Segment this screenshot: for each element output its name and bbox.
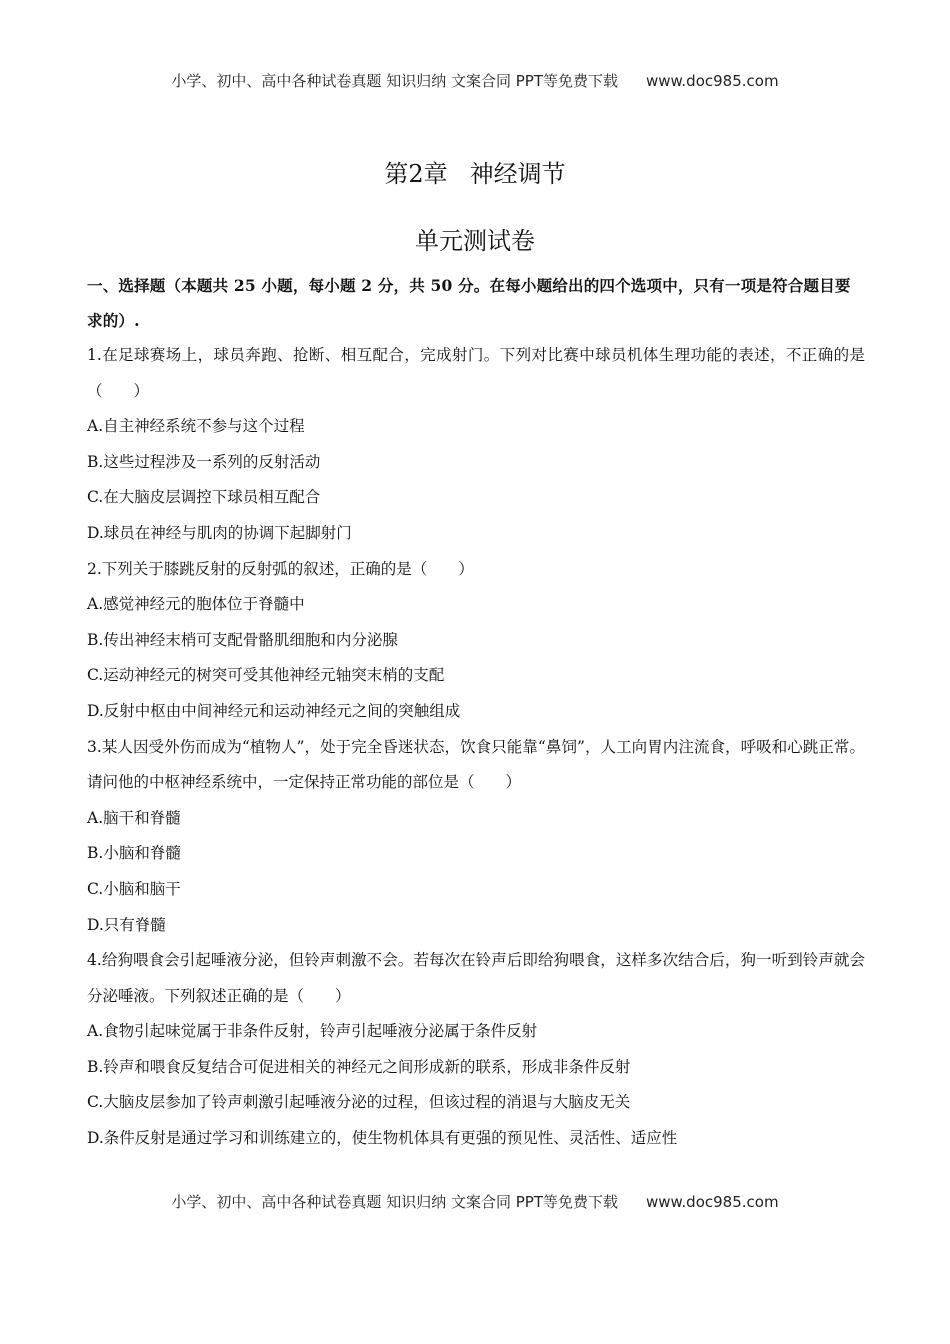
question-4: [87, 943, 865, 1157]
chapter-title: [0, 154, 950, 189]
option-b: B.铃声和喂食反复结合可促进相关的神经元之间形成新的联系，形成非条件反射: [87, 1057, 631, 1076]
option-b: B.小脑和脊髓: [87, 844, 181, 863]
chapter-name: 神经调节: [469, 160, 566, 188]
header-site-link[interactable]: www.doc985.com: [645, 72, 779, 90]
question-stem: 4.给狗喂食会引起唾液分泌，但铃声刺激不会。若每次在铃声后即给狗喂食，这样多次结合后，狗一听到铃声就会分泌唾液。下列叙述正确的是（ ）: [87, 951, 865, 1005]
footer-site-link[interactable]: www.doc985.com: [645, 1193, 779, 1211]
section-heading: 一、选择题（本题共 25 小题，每小题 2 分，共 50 分。在每小题给出的四个选项中，只有一项是符合题目要求的）.: [87, 276, 851, 330]
option-d: D.球员在神经与肌肉的协调下起脚射门: [87, 523, 352, 542]
option-d: D.条件反射是通过学习和训练建立的，使生物机体具有更强的预见性、灵活性、适应性: [87, 1129, 678, 1148]
question-stem: 3.某人因受外伤而成为“植物人”，处于完全昏迷状态，饮食只能靠“鼻饲”，人工向胃内注流食，呼吸和心跳正常。请问他的中枢神经系统中，一定保持正常功能的部位是（ ）: [87, 737, 865, 792]
footer-text: 小学、初中、高中各种试卷真题 知识归纳 文案合同 PPT等免费下载: [171, 1193, 618, 1211]
question-3: [87, 730, 865, 944]
option-c: C.小脑和脑干: [87, 879, 181, 898]
option-c: C.大脑皮层参加了铃声刺激引起唾液分泌的过程，但该过程的消退与大脑皮无关: [87, 1093, 631, 1112]
question-2: [87, 552, 865, 730]
page-subtitle: 单元测试卷: [415, 227, 535, 255]
option-b: B.传出神经末梢可支配骨骼肌细胞和内分泌腺: [87, 630, 398, 649]
option-a: A.感觉神经元的胞体位于脊髓中: [87, 595, 305, 614]
chapter-number: 第2章: [384, 160, 448, 188]
page-header: [0, 70, 950, 91]
option-a: A.自主神经系统不参与这个过程: [87, 417, 305, 436]
option-a: A.食物引起味觉属于非条件反射，铃声引起唾液分泌属于条件反射: [87, 1022, 538, 1041]
exam-content: [87, 268, 865, 1157]
question-1: [87, 338, 865, 552]
header-text: 小学、初中、高中各种试卷真题 知识归纳 文案合同 PPT等免费下载: [171, 72, 618, 90]
question-stem: 2.下列关于膝跳反射的反射弧的叙述，正确的是（ ）: [87, 559, 474, 578]
option-d: D.只有脊髓: [87, 915, 166, 934]
option-b: B.这些过程涉及一系列的反射活动: [87, 452, 321, 471]
option-d: D.反射中枢由中间神经元和运动神经元之间的突触组成: [87, 701, 461, 720]
option-c: C.运动神经元的树突可受其他神经元轴突末梢的支配: [87, 666, 445, 685]
option-a: A.脑干和脊髓: [87, 808, 181, 827]
option-c: C.在大脑皮层调控下球员相互配合: [87, 488, 321, 507]
question-stem: 1.在足球赛场上，球员奔跑、抢断、相互配合，完成射门。下列对比赛中球员机体生理功能的表述，不正确的是（ ）: [87, 346, 865, 400]
page-footer: [0, 1191, 950, 1212]
